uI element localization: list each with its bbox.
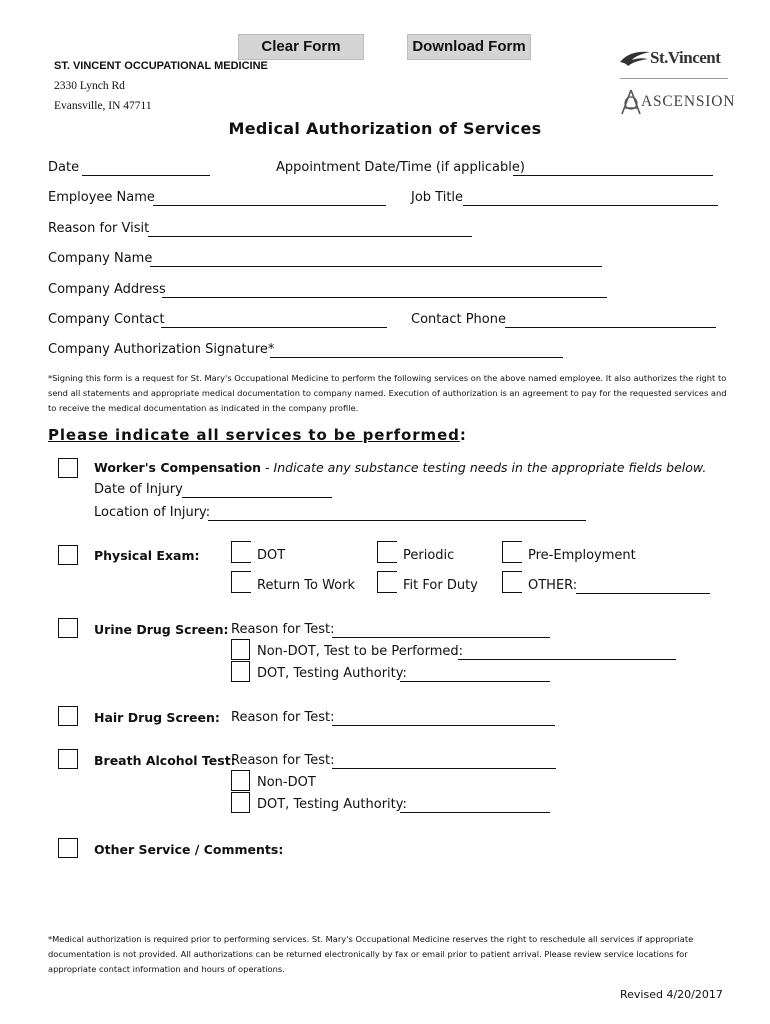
physical-exam-label: Physical Exam: [94, 548, 200, 563]
location-of-injury-field[interactable] [208, 520, 586, 521]
hair-reason-label: Reason for Test: [231, 710, 335, 725]
disclaimer-line3: to receive the medical documentation as indicated in the company profile. [48, 403, 359, 413]
logo-divider [620, 78, 728, 79]
other-physical-field[interactable] [576, 593, 710, 594]
workers-comp-checkbox[interactable] [58, 458, 78, 478]
periodic-label: Periodic [403, 548, 455, 563]
urine-reason-field[interactable] [332, 637, 550, 638]
urine-non-dot-label: Non-DOT, Test to be Performed: [257, 644, 464, 659]
company-name-label: Company Name [48, 251, 153, 266]
contact-phone-label: Contact Phone [411, 312, 506, 327]
ascension-logo [617, 88, 736, 118]
fit-for-duty-label: Fit For Duty [403, 578, 478, 593]
footer-line1: *Medical authorization is required prior to performing services. St. Mary's Occupational Medicine reserves the right to reschedule all services if appropriate [48, 934, 694, 944]
other-physical-checkbox[interactable] [502, 571, 522, 593]
breath-dot-checkbox[interactable] [231, 792, 250, 813]
footer-line3: appropriate contact information and hours of operations. [48, 964, 285, 974]
org-name: ST. VINCENT OCCUPATIONAL MEDICINE [54, 60, 268, 72]
urine-non-dot-field[interactable] [458, 659, 676, 660]
employee-name-label: Employee Name [48, 190, 155, 205]
breath-reason-field[interactable] [332, 768, 556, 769]
return-to-work-label: Return To Work [257, 578, 356, 593]
st-vincent-logo-text: St.Vincent [650, 48, 721, 67]
appointment-label: Appointment Date/Time (if applicable) [276, 160, 525, 175]
company-address-field[interactable] [162, 297, 607, 298]
revised-date: Revised 4/20/2017 [620, 988, 723, 1001]
breath-dot-label: DOT, Testing Authority: [257, 797, 407, 812]
dot-label: DOT [257, 548, 286, 563]
date-field[interactable] [82, 175, 210, 176]
signature-field[interactable] [270, 357, 563, 358]
urine-drug-screen-checkbox[interactable] [58, 618, 78, 638]
workers-comp-dash: - [261, 460, 274, 475]
workers-comp-row [94, 460, 706, 475]
location-of-injury-label: Location of Injury: [94, 505, 211, 520]
disclaimer-line2: send all statements and appropriate medical documentation to company named. Execution of authorization is an agreement to pay for the requested services and [48, 388, 727, 398]
breath-non-dot-label: Non-DOT [257, 775, 316, 790]
periodic-checkbox[interactable] [377, 541, 397, 563]
company-address-label: Company Address [48, 282, 166, 297]
date-of-injury-label: Date of Injury [94, 482, 183, 497]
pre-employment-checkbox[interactable] [502, 541, 522, 563]
company-name-field[interactable] [150, 266, 602, 267]
signature-label: Company Authorization Signature* [48, 342, 275, 357]
job-title-label: Job Title [411, 190, 464, 205]
reason-for-visit-label: Reason for Visit [48, 221, 150, 236]
disclaimer-line1: *Signing this form is a request for St. Mary's Occupational Medicine to perform the following services on the above named employee. It also authorizes the right to [48, 373, 727, 383]
date-of-injury-field[interactable] [182, 497, 332, 498]
services-heading-text: Please indicate all services to be performed [48, 426, 460, 444]
hair-drug-screen-label: Hair Drug Screen: [94, 710, 220, 725]
company-contact-label: Company Contact [48, 312, 165, 327]
breath-reason-label: Reason for Test: [231, 753, 335, 768]
other-physical-label: OTHER: [528, 578, 578, 593]
services-heading [48, 426, 467, 444]
urine-reason-label: Reason for Test: [231, 622, 335, 637]
employee-name-field[interactable] [153, 205, 386, 206]
clear-form-button[interactable]: Clear Form [238, 34, 364, 60]
form-title: Medical Authorization of Services [228, 119, 542, 138]
physical-exam-checkbox[interactable] [58, 545, 78, 565]
hair-reason-field[interactable] [332, 725, 555, 726]
footer-line2: documentation is not provided. All authorizations can be returned electronically by fax or email prior to patient arrival. Please review service locations for [48, 949, 688, 959]
return-to-work-checkbox[interactable] [231, 571, 251, 593]
bird-icon [618, 48, 652, 70]
job-title-field[interactable] [463, 205, 718, 206]
address-line1: 2330 Lynch Rd [54, 80, 125, 92]
urine-dot-label: DOT, Testing Authority: [257, 666, 407, 681]
address-line2: Evansville, IN 47711 [54, 100, 152, 112]
urine-drug-screen-label: Urine Drug Screen: [94, 622, 229, 637]
date-label: Date [48, 160, 80, 175]
pre-employment-label: Pre-Employment [528, 548, 636, 563]
services-heading-colon: : [459, 426, 467, 444]
fit-for-duty-checkbox[interactable] [377, 571, 397, 593]
workers-comp-label: Worker's Compensation [94, 460, 262, 475]
ascension-logo-text: ASCENSION [641, 93, 736, 110]
workers-comp-note: Indicate any substance testing needs in the appropriate fields below. [273, 460, 707, 475]
company-contact-field[interactable] [161, 327, 387, 328]
urine-dot-checkbox[interactable] [231, 661, 250, 682]
dot-checkbox[interactable] [231, 541, 251, 563]
download-form-button[interactable]: Download Form [407, 34, 531, 60]
reason-for-visit-field[interactable] [148, 236, 472, 237]
other-service-checkbox[interactable] [58, 838, 78, 858]
other-service-label: Other Service / Comments: [94, 842, 284, 857]
urine-dot-field[interactable] [400, 681, 550, 682]
urine-non-dot-checkbox[interactable] [231, 639, 250, 660]
breath-dot-field[interactable] [400, 812, 550, 813]
appointment-field[interactable] [513, 175, 713, 176]
breath-alcohol-checkbox[interactable] [58, 749, 78, 769]
breath-non-dot-checkbox[interactable] [231, 770, 250, 791]
contact-phone-field[interactable] [505, 327, 716, 328]
st-vincent-logo [618, 46, 728, 72]
hair-drug-screen-checkbox[interactable] [58, 706, 78, 726]
breath-alcohol-label: Breath Alcohol Test: [94, 753, 236, 768]
